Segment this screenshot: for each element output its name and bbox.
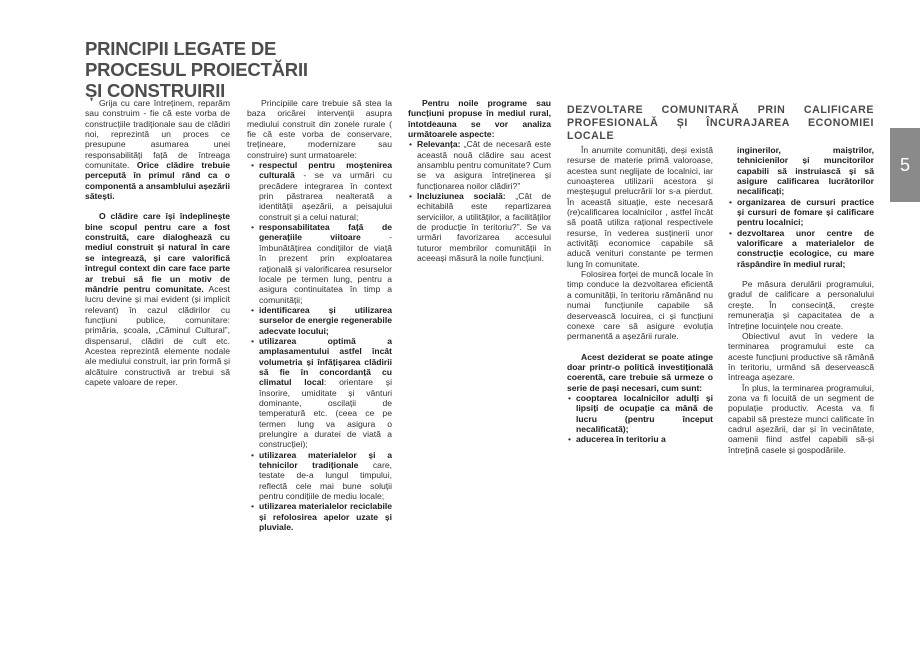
- list-item: • utilizarea optimă a amplasamentului astfel încât volumetria și înfățișarea clădirii să fie în concordanță cu climatul local: orientare și însorire, umiditate și vânturi dominante, oscilații de temperatură etc. (ceea ce pe termen lung va asigura o prelungire a duratei de viată a construcției);: [250, 336, 392, 450]
- page-title-line-1: PRINCIPII LEGATE DE: [85, 38, 277, 59]
- list-item: • Incluziunea socială: „Cât de echitabilă este repartizarea serviciilor, a utilităților, a facilităților de producție în teritoriu?”. Se va urmări favorizarea accesului tuturor membrilor comunității în aceeași măsură la noile funcțiuni.: [408, 191, 551, 263]
- list-item: • Relevanța: „Cât de necesară este această nouă clădire sau acest ansamblu pentru comunitate? Cum se va asigura întreținerea și funcționarea noilor clădiri?”: [408, 139, 551, 191]
- text-column-5: [728, 145, 874, 455]
- chapter-tab: 5: [890, 128, 920, 202]
- list-item: • cooptarea localnicilor adulți și lipsiți de ocupație ca mână de lucru (pentru început necalificată);: [567, 393, 713, 434]
- paragraph-result: În plus, la terminarea programului, zona va fi locuită de un segment de populație productiv. Acesta va fi capabil să presteze munci calificate în cadrul așezării, dar și în vecinătate, oamenii fiind astfel capabili să-și întrețină casele și gospodăriile.: [728, 382, 874, 455]
- list-item: • utilizarea materialelor reciclabile și refolosirea apelor uzate și pluviale.: [250, 501, 392, 532]
- paragraph-workforce: Folosirea forței de muncă locale în timp conduce la dezvoltarea eficientă a comunității, în teritoriu rămânând nu numai funcțiunile capabile să deservească locuirea, ci și funcțiuni conexe care să asigure evoluția permanentă a așezării rurale.: [567, 269, 713, 342]
- aspects-intro: Pentru noile programe sau funcțiuni propuse în mediul rural, întotdeauna se vor analiza următoarele aspecte:: [408, 98, 551, 140]
- principles-intro: Principiile care trebuie să stea la baza oricărei intervenții asupra mediului construit din zonele rurale ( fie că este vorba de conservare, trețineare, modernizare sau construire) sunt urmatoarele:: [247, 98, 392, 160]
- paragraph-emphasis: Orice clădire trebuie percepută în primul rând ca o componentă a ansamblului așezării sătești.: [85, 160, 231, 202]
- text-column-2: [247, 98, 392, 532]
- paragraph-resources: În anumite comunități, deși există resurse de materie primă valoroase, acestea sunt neglijate de localnici, iar cunoașterea utilizarii acestora și meșteșugul prelucrării lor s-a pierdut. În această situație, este necesară (re)calificarea localnicilor , astfel încât să poată utiliza rațional respectivele resurse, în vederea susținerii unor activități economice capabile să aducă venituri constante pe termen lung în comunitate.: [567, 145, 713, 269]
- paragraph-qualification: Pe măsura derulării programului, gradul de calificare a personalului crește. În consecință, crește remunerația și capacitatea de a întreține locuințele nou create.: [728, 279, 874, 331]
- text-column-1: [85, 98, 230, 387]
- paragraph-objective: Obiectivul avut în vedere la terminarea programului este ca aceste funcțiuni productive să rămână în teritoriu, urmând să deservească întreaga așezare.: [728, 330, 874, 383]
- text-column-3: [408, 98, 551, 264]
- aspects-list: [408, 139, 551, 263]
- page-title-line-3: ȘI CONSTRUIRII: [85, 80, 226, 101]
- paragraph-text: Grija cu care întreținem, reparăm sau construim - fie că este vorba de construcțiile tradiționale sau de clădiri noi, reprezintă un proces ce presupune asumarea unei responsabilități față de întreaga comunitate.: [85, 98, 230, 171]
- paragraph-intro: [85, 98, 230, 201]
- steps-list: [567, 393, 713, 445]
- paragraph-investment: Acest deziderat se poate atinge doar printr-o politică investițională coerentă, care trebuie să urmeze o serie de pași necesari, cum sunt:: [567, 351, 713, 393]
- list-item: • utilizarea materialelor și a tehnicilor tradiționale care, testate de-a lungul timpului, reflectă cele mai bune soluții pentru condițiile de mediu locale;: [250, 450, 392, 502]
- principles-list: [250, 160, 392, 532]
- list-item-continuation: inginerilor, maiștrilor, tehnicienilor și muncitorilor capabili să instruiască și să asigure calificarea lucrătorilor necalificați;: [737, 145, 874, 197]
- paragraph-text: Acest lucru devine și mai evident (și implicit relevant) în cazul clădirilor cu funcțiuni publice, comunitare: primăria, școala, „Căminul Cultural”, dispensarul, clădiri de cult etc. Acestea reprezintă elemente nodale ale mediului construit, iar prin formă și alcătuire constructivă ar trebui să capete valoare de reper.: [85, 283, 230, 387]
- page-title-line-2: PROCESUL PROIECTĂRII: [85, 59, 308, 80]
- paragraph-community-buildings: [85, 211, 230, 387]
- paragraph-emphasis: O clădire care își îndeplinește bine scopul pentru care a fost construită, care dialoghează cu mediul construit și natural în care se integrează, și care valorifică întregul context din care face parte ar trebui să fie un motiv de mândrie pentru comunitate.: [85, 211, 230, 294]
- list-item: • organizarea de cursuri practice și cursuri de fomare și calificare pentru localnici;: [728, 197, 874, 228]
- text-column-4: [567, 145, 713, 445]
- list-item: • aducerea în teritoriu a: [567, 434, 713, 444]
- list-item: • respectul pentru moștenirea culturală - se va urmări cu precădere integrarea în context prin păstrarea nealterată a identității așezării, a peisajului construit și a celui natural;: [250, 160, 392, 222]
- list-item: • dezvoltarea unor centre de valorificare a materialelor de construcție ecologice, cu mare răspândire în mediul rural;: [728, 228, 874, 269]
- section-heading: DEZVOLTARE COMUNITARĂ PRIN CALIFICARE PROFESIONALĂ ȘI ÎNCURAJAREA ECONOMIEI LOCALE: [567, 104, 874, 142]
- page-title: [85, 38, 385, 101]
- list-item: • identificarea și utilizarea surselor de energie regenerabile adecvate locului;: [250, 305, 392, 336]
- list-item: • responsabilitatea față de generațiile viitoare - îmbunătățirea condițiilor de viață în prezent prin exploatarea rațională și valorificarea resurselor locale pe termen lung, pentru a asigura continuitatea în timp a comunității;: [250, 222, 392, 305]
- steps-list-continued: [728, 197, 874, 269]
